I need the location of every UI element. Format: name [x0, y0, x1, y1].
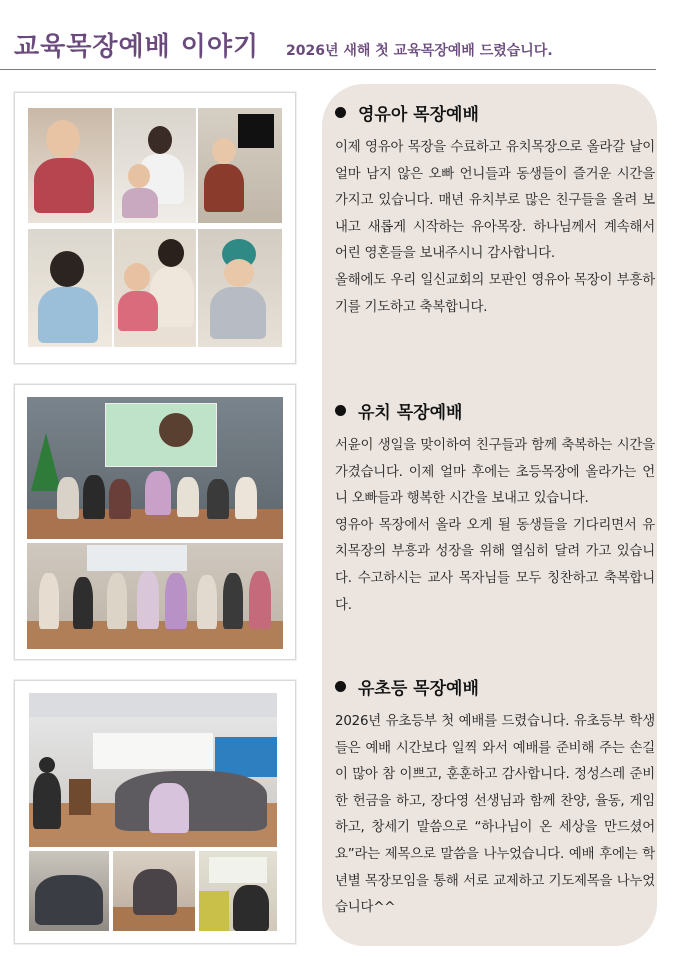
section-elementary [335, 674, 655, 922]
section-paragraph: 올해에도 우리 일신교회의 모판인 영유아 목장이 부흥하기를 기도하고 축복합니다. [335, 272, 655, 315]
section-paragraph: 2026년 유초등부 첫 예배를 드렸습니다. 유초등부 학생들은 예배 시간보다 일찍 와서 예배를 준비해 주는 손길이 많아 참 이쁘고, 훈훈하고 감사합니다. 정성스레 준비한 헌금을 하고, 장다영 선생님과 함께 찬양, 율동, 게임하고, 창세기 말씀으로 “하나님이 온 세상을 만드셨어요”라는 제목으로 말씀을 나누었습니다. 예배 후에는 학년별 목장모임을 통해 서로 교제하고 기도제목을 나누었습니다^^ [335, 714, 655, 916]
section-infant [335, 100, 655, 321]
section-heading: 유초등 목장예배 [335, 674, 655, 699]
infant-photo-6 [198, 229, 282, 347]
kindergarten-photo-2 [27, 543, 283, 649]
elementary-photo-4 [199, 851, 277, 931]
header-divider [0, 69, 656, 70]
elementary-photo-1 [29, 693, 277, 847]
section-paragraph: 서윤이 생일을 맞이하여 친구들과 함께 축복하는 시간을 가겼습니다. 이제 얼마 후에는 초등목장에 올라가는 언니 오빠들과 행복한 시간을 보내고 있습니다. [335, 438, 655, 507]
section-heading: 영유아 목장예배 [335, 100, 655, 125]
section-heading: 유치 목장예배 [335, 398, 655, 423]
kindergarten-photo-1 [27, 397, 283, 539]
page-header [0, 0, 689, 70]
infant-photo-5 [114, 229, 196, 347]
elementary-photo-collage [14, 680, 296, 944]
infant-photo-3 [198, 108, 282, 223]
page-title: 교육목장예배 이야기 [14, 32, 260, 62]
infant-photo-collage [14, 92, 296, 364]
infant-photo-2 [114, 108, 196, 223]
bullet-icon [335, 681, 346, 692]
elementary-photo-2 [29, 851, 109, 931]
kindergarten-photo-collage [14, 384, 296, 660]
bullet-icon [335, 405, 346, 416]
section-paragraph: 이제 영유아 목장을 수료하고 유치목장으로 올라갈 날이 얼마 남지 않은 오빠 언니들과 동생들이 즐거운 시간을 가지고 있습니다. 매년 유치부로 많은 친구들을 올려 보내고 새롭게 시작하는 유아목장. 하나님께서 계속해서 어린 영혼들을 보내주시니 감사합니다. [335, 140, 655, 262]
page-subtitle: 2026년 새해 첫 교육목장예배 드렸습니다. [286, 43, 553, 59]
elementary-photo-3 [113, 851, 195, 931]
section-paragraph: 영유아 목장에서 올라 오게 될 동생들을 기다리면서 유치목장의 부흥과 성장을 위해 열심히 달려 가고 있습니다. 수고하시는 교사 목자님들 모두 칭찬하고 축복합니다. [335, 517, 655, 613]
section-kindergarten [335, 398, 655, 619]
bullet-icon [335, 107, 346, 118]
infant-photo-1 [28, 108, 112, 223]
infant-photo-4 [28, 229, 112, 347]
